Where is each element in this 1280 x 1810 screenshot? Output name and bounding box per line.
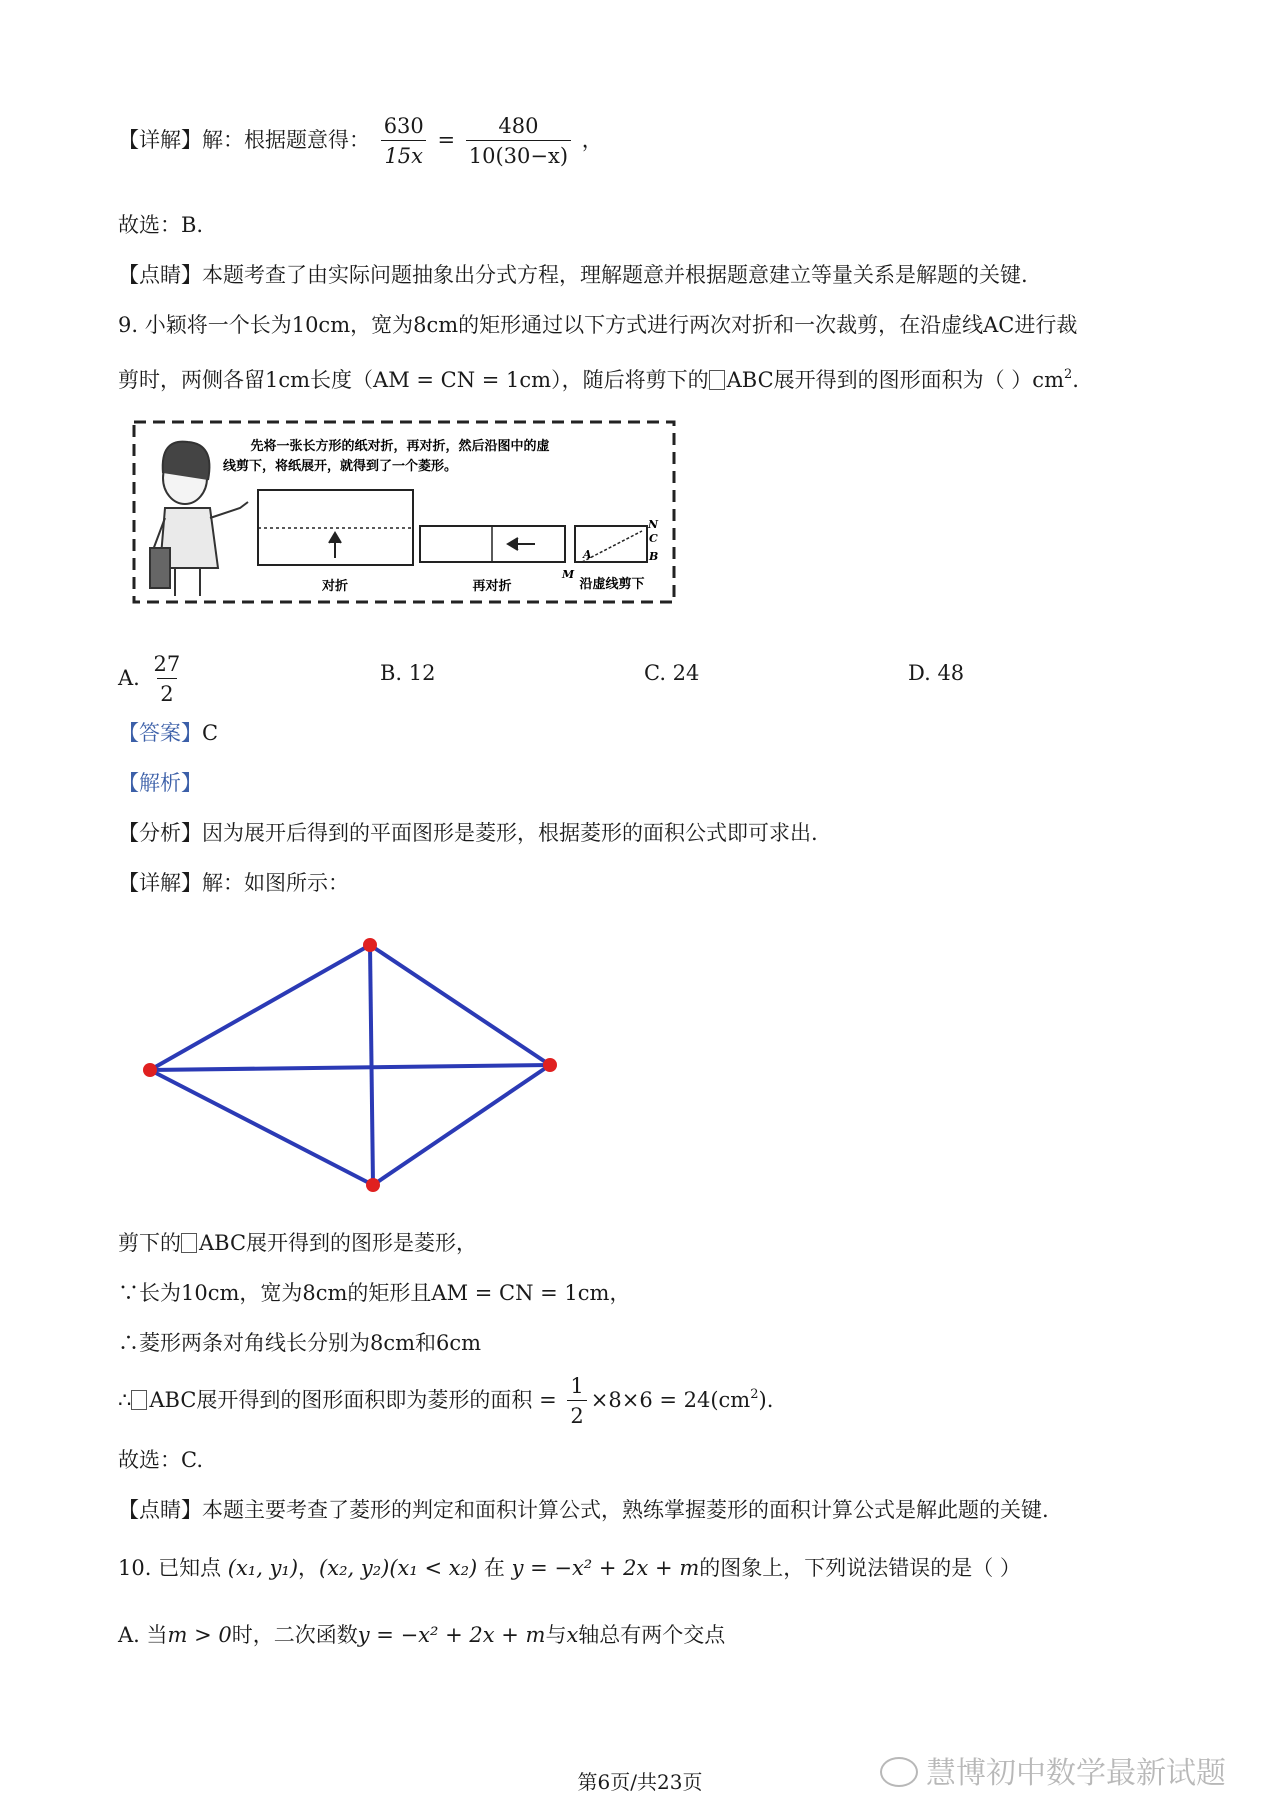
q8-rhs-denominator: 10(30−x) [466,140,571,171]
point-label-a: A [583,548,592,561]
q9-stem-end: . [1072,368,1079,392]
point-label-b: B [649,550,659,563]
q9-analysis: 【分析】因为展开后得到的平面图形是菱形，根据菱形的面积公式即可求出. [118,821,818,845]
q9-option-a-label: A. [118,666,140,690]
q10-option-a-func: y = −x² + 2x + m [357,1623,546,1647]
q9-stem-sup: 2 [1063,367,1073,382]
q9-sol-line2: ∵长为10cm，宽为8cm的矩形且AM = CN = 1cm， [118,1281,631,1305]
page-footer: 第6页/共23页 [577,1770,703,1794]
q9-sol4-c: ×8×6 = 24(cm [590,1388,751,1412]
point-label-c: C [649,532,658,545]
q8-detail-prefix: 【详解】解：根据题意得： [118,128,370,152]
rhombus-edge-top-left [150,945,370,1070]
q10-function: y = −x² + 2x + m [511,1556,700,1580]
q9-option-b: B. 12 [380,661,436,685]
q9-sol4-fraction [567,1372,586,1431]
rhombus-diagonal-vertical [370,945,373,1185]
q9-sol4-num: 1 [570,1374,584,1398]
watermark [880,1748,1226,1792]
q10-option-a-pre: A. 当 [118,1623,168,1647]
q8-comment: 【点睛】本题考查了由实际问题抽象出分式方程，理解题意并根据题意建立等量关系是解题的关键. [118,263,1028,287]
q9-sol4-d: ). [758,1388,774,1412]
q9-sol4-a: ∴ [118,1388,132,1412]
q9-detail: 【详解】解：如图所示： [118,871,349,895]
fig-caption-line1: 先将一张长方形的纸对折，再对折，然后沿图中的虚 [250,439,550,454]
q10-option-a-x: x [566,1623,579,1647]
q10-point2: (x₂, y₂)(x₁ < x₂) [319,1556,478,1580]
q10-sep: ， [298,1556,320,1580]
watermark-text: 慧博初中数学最新试题 [926,1756,1226,1791]
q8-equals: = [437,128,456,152]
q10-stem-c: 的图象上，下列说法错误的是（ ） [699,1556,1021,1580]
q9-option-a-fraction [151,650,184,709]
point-label-m: M [562,568,575,581]
q8-lhs-numerator: 630 [383,114,424,138]
q10-option-a-mid2: 与 [545,1623,567,1647]
q8-rhs-numerator: 480 [498,114,539,138]
label-fold2: 再对折 [472,579,512,594]
rhombus-vertex-bottom [366,1178,380,1192]
q9-fold-figure [130,418,680,610]
q10-option-a-end: 轴总有两个交点 [578,1623,726,1647]
q8-lhs-denominator: 15x [381,140,426,171]
triangle-symbol-icon [181,1233,197,1253]
q8-rhs-fraction [466,112,571,171]
fig-caption-line2: 线剪下，将纸展开，就得到了一个菱形。 [222,459,458,474]
triangle-symbol-icon [131,1390,147,1410]
q8-choice: 故选：B. [118,213,204,237]
rhombus-diagonal-horizontal [150,1065,550,1070]
q8-eq-tail: ， [581,128,603,152]
rhombus-edge-bottom-left [150,1070,373,1185]
rhombus-diagram [130,930,560,1205]
q9-option-c: C. 24 [644,661,700,685]
q9-stem-line1: 9. 小颖将一个长为10cm，宽为8cm的矩形通过以下方式进行两次对折和一次裁剪，在沿虚线AC进行裁 [118,313,1078,337]
q9-option-a-den: 2 [157,678,176,709]
q10-option-a-cond: m > 0 [167,1623,232,1647]
q9-sol4-b: ABC展开得到的图形面积即为菱形的面积 = [149,1388,557,1412]
rhombus-edge-top-right [370,945,550,1065]
q9-sol1-a: 剪下的 [118,1231,181,1255]
q9-sol-line3: ∴菱形两条对角线长分别为8cm和6cm [118,1331,482,1355]
q9-sol4-den: 2 [567,1400,586,1431]
q10-stem-b: 在 [483,1556,505,1580]
q8-lhs-fraction [381,112,427,171]
q10-option-a-mid: 时，二次函数 [231,1623,358,1647]
q10-option-a [118,1620,725,1650]
q9-stem-line2-a: 剪时，两侧各留1cm长度（AM = CN = 1cm），随后将剪下的 [118,368,709,392]
q9-fold-figure-svg [130,418,680,610]
q9-option-a [118,650,187,709]
q9-sol-line4 [118,1372,773,1431]
q9-option-a-num: 27 [153,652,181,676]
rhombus-vertex-left [143,1063,157,1077]
rhombus-vertex-top [363,938,377,952]
rhombus-edge-bottom-right [373,1065,550,1185]
label-fold1: 对折 [321,579,349,594]
q9-choice: 故选：C. [118,1448,203,1472]
q8-detail-line [118,112,603,171]
q9-answer-value: C [202,721,219,745]
triangle-symbol-icon [709,370,725,390]
q9-sol4-sup: 2 [750,1387,759,1402]
point-label-n: N [648,518,659,531]
q9-stem-line2 [118,360,1079,395]
q9-analysis-tag: 【解析】 [118,771,202,795]
q9-comment: 【点睛】本题主要考查了菱形的判定和面积计算公式，熟练掌握菱形的面积计算公式是解此题的关键. [118,1498,1049,1522]
wechat-icon [880,1757,918,1787]
q10-stem-a: 10. 已知点 [118,1556,222,1580]
q10-point1: (x₁, y₁) [227,1556,299,1580]
rhombus-diagram-svg [130,930,560,1200]
q9-sol-line1 [118,1228,477,1258]
q9-option-d: D. 48 [908,661,965,685]
q9-answer [118,718,218,748]
q9-sol1-b: ABC展开得到的图形是菱形， [199,1231,478,1255]
rhombus-vertex-right [543,1058,557,1072]
q9-answer-tag: 【答案】 [118,721,202,745]
label-cut: 沿虚线剪下 [579,577,645,592]
q10-stem [118,1553,1021,1583]
q9-stem-line2-b: ABC展开得到的图形面积为（ ）cm [726,368,1064,392]
